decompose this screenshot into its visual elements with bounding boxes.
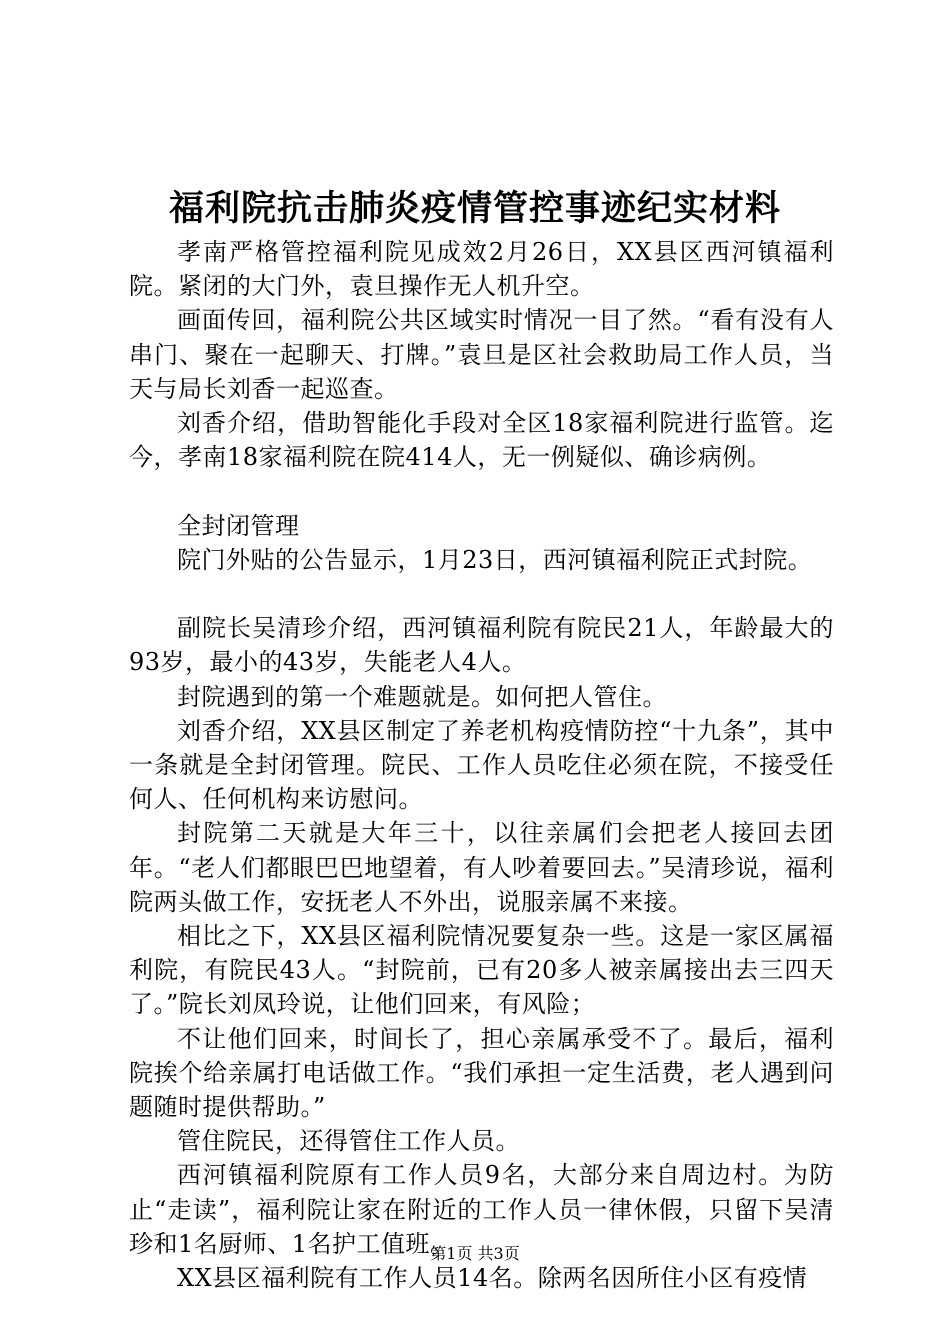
paragraph: 刘香介绍，XX县区制定了养老机构疫情防控“十九条”，其中一条就是全封闭管理。院民、工作人员吃住必须在院，不接受任何人、任何机构来访慰问。 [129,716,834,814]
section-heading: 全封闭管理 [177,511,300,540]
paragraph-spacer [129,474,834,508]
paragraph: 西河镇福利院原有工作人员9名，大部分来自周边村。为防止“走读”，福利院让家在附近的工作人员一律休假，只留下吴清珍和1名厨师、1名护工值班。 [129,1161,834,1258]
paragraph: 不让他们回来，时间长了，担心亲属承受不了。最后，福利院挨个给亲属打电话做工作。“我们承担一定生活费，老人遇到问题随时提供帮助。” [129,1024,834,1122]
paragraph: 封院遇到的第一个难题就是。如何把人管住。 [177,682,667,711]
paragraph: 相比之下，XX县区福利院情况要复杂一些。这是一家区属福利院，有院民43人。“封院前，已有20多人被亲属接出去三四天了。”院长刘凤玲说，让他们回来，有风险； [129,922,834,1019]
paragraph: 管住院民，还得管住工作人员。 [177,1127,520,1156]
paragraph: 副院长吴清珍介绍，西河镇福利院有院民21人，年龄最大的93岁，最小的43岁，失能老人4人。 [129,614,834,677]
paragraph: 孝南严格管控福利院见成效2月26日，XX县区西河镇福利院。紧闭的大门外，袁旦操作无人机升空。 [129,238,834,301]
paragraph: 画面传回，福利院公共区域实时情况一目了然。“看有没有人串门、聚在一起聊天、打牌。”袁旦是区社会救助局工作人员，当天与局长刘香一起巡查。 [129,306,834,403]
paragraph: 院门外贴的公告显示，1月23日，西河镇福利院正式封院。 [177,545,813,574]
document-body [129,235,834,1295]
page-footer: 第1页 共3页 [430,1244,520,1263]
paragraph: XX县区福利院有工作人员14名。除两名因所住小区有疫情 [177,1264,808,1293]
document-title: 福利院抗击肺炎疫情管控事迹纪实材料 [168,188,781,229]
paragraph: 刘香介绍，借助智能化手段对全区18家福利院进行监管。迄今，孝南18家福利院在院414人，无一例疑似、确诊病例。 [129,409,834,472]
paragraph-spacer [129,577,834,611]
paragraph: 封院第二天就是大年三十，以往亲属们会把老人接回去团年。“老人们都眼巴巴地望着，有人吵着要回去。”吴清珍说，福利院两头做工作，安抚老人不外出，说服亲属不来接。 [129,819,834,916]
